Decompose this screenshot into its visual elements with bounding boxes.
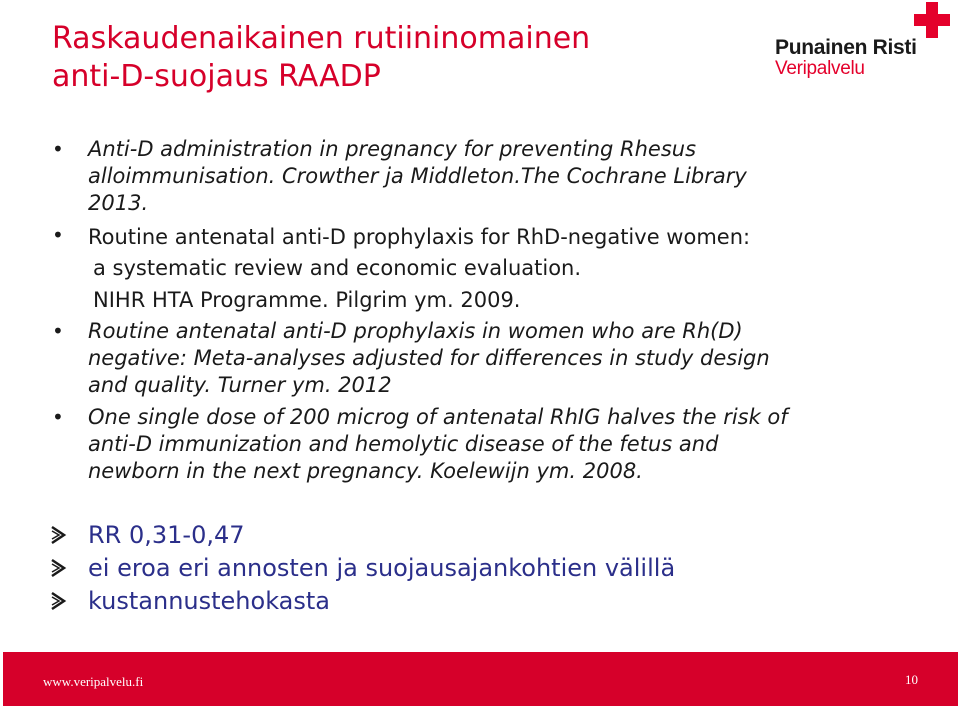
arrow-right-icon [48, 524, 70, 546]
red-cross-icon [914, 2, 950, 38]
conclusion-item-2 [88, 553, 675, 583]
logo-subtitle: Veripalvelu [775, 58, 865, 79]
bullet-line: newborn in the next pregnancy. Koelewijn ym. 2008. [88, 459, 643, 483]
bullet-dot-icon: • [52, 319, 64, 343]
bullet-line: negative: Meta-analyses adjusted for differences in study design [88, 346, 770, 370]
bullet-line: One single dose of 200 microg of antenatal RhIG halves the risk of [88, 405, 788, 429]
bullet-line: anti-D immunization and hemolytic disease of the fetus and [88, 432, 719, 456]
arrow-right-icon [48, 557, 70, 579]
bullet-item-4 [52, 404, 938, 485]
bullet-line: Anti-D administration in pregnancy for preventing Rhesus [88, 137, 697, 161]
conclusion-text: ei eroa eri annosten ja suojausajankohtien välillä [88, 554, 676, 582]
slide-title [52, 20, 732, 96]
logo-name: Punainen Risti [775, 36, 917, 59]
arrow-right-icon [48, 590, 70, 612]
bullet-line: a systematic review and economic evaluation. [93, 256, 582, 280]
bullet-dot-icon: • [52, 223, 64, 247]
bullet-line: alloimmunisation. Crowther ja Middleton.The Cochrane Library [88, 164, 747, 188]
bullet-item-1 [52, 136, 938, 217]
footer-bar [3, 652, 958, 706]
conclusion-item-3 [88, 586, 330, 616]
title-line-1: Raskaudenaikainen rutiininomainen [52, 21, 591, 56]
title-line-2: anti-D-suojaus RAADP [52, 59, 381, 94]
bullet-line: Routine antenatal anti-D prophylaxis in women who are Rh(D) [88, 319, 743, 343]
conclusion-item-1 [88, 520, 245, 550]
bullet-line: 2013. [88, 191, 149, 215]
conclusion-text: RR 0,31-0,47 [88, 521, 245, 549]
footer-url: www.veripalvelu.fi [43, 674, 144, 689]
conclusion-text: kustannustehokasta [88, 587, 331, 615]
bullet-dot-icon: • [52, 405, 64, 429]
bullet-dot-icon: • [52, 137, 64, 161]
bullet-line: and quality. Turner ym. 2012 [88, 373, 392, 397]
bullet-line: Routine antenatal anti-D prophylaxis for RhD-negative women: [88, 225, 751, 249]
bullet-line: NIHR HTA Programme. Pilgrim ym. 2009. [93, 288, 521, 312]
bullet-item-3 [52, 318, 938, 399]
bullet-item-2 [52, 222, 938, 316]
page-number: 10 [905, 672, 918, 687]
